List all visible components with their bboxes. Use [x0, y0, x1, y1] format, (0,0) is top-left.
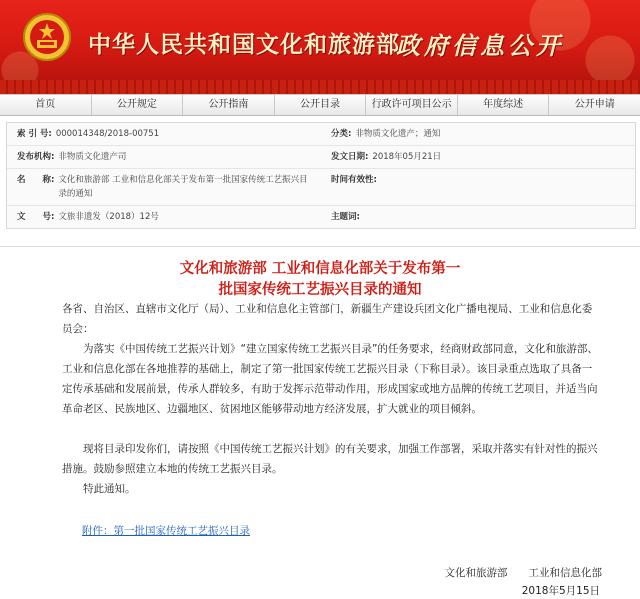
meta-docno: [7, 206, 321, 228]
meta-issuer-label: 发布机构:: [17, 152, 55, 162]
meta-name: [7, 169, 321, 205]
nav-permit-projects[interactable]: 行政许可项目公示: [366, 95, 458, 115]
meta-category-label: 分类:: [331, 129, 352, 139]
national-emblem-icon: [22, 12, 72, 62]
meta-index-value: 000014348/2018-00751: [55, 129, 160, 139]
nav-home[interactable]: 首页: [0, 95, 92, 115]
meta-row: [7, 169, 635, 206]
meta-index-label: 索 引 号:: [17, 129, 52, 139]
meta-date-label: 发文日期:: [331, 152, 369, 162]
meta-name-value: 文化和旅游部 工业和信息化部关于发布第一批国家传统工艺振兴目录的通知: [58, 175, 308, 199]
meta-docno-label: 文 号:: [17, 212, 55, 222]
site-subtitle: 政府信息公开: [396, 31, 564, 60]
meta-date-value: 2018年05月21日: [372, 152, 442, 162]
title-line-2: 批国家传统工艺振兴目录的通知: [218, 282, 422, 298]
meta-subject-label: 主题词:: [331, 212, 360, 222]
attachment-link[interactable]: 附件：第一批国家传统工艺振兴目录: [82, 525, 250, 537]
meta-issuer-value: 非物质文化遗产司: [58, 152, 127, 162]
meta-row: [7, 146, 635, 169]
paragraph-2: 现将目录印发你们，请按照《中国传统工艺振兴计划》的有关要求，加强工作部署，采取并落实有针对性的振兴措施。鼓励参照建立本地的传统工艺振兴目录。: [62, 443, 598, 475]
document-title: [0, 259, 640, 301]
site-name: 中华人民共和国文化和旅游部: [88, 31, 400, 58]
paragraph-1: 为落实《中国传统工艺振兴计划》“建立国家传统工艺振兴目录”的任务要求，经商财政部同意，文化和旅游部、工业和信息化部在各地推荐的基础上，制定了第一批国家传统工艺振兴目录（下称目录）。该目录重点选取了具备一定传承基础和发展前景，传承人群较多，有助于发挥示范带动作用，形成国家或地方品牌的传统工艺项目，并适当向革命老区、民族地区、边疆地区、贫困地区能够带动地方经济发展，扩大就业的项目倾斜。: [62, 343, 598, 415]
paragraph-3: 特此通知。: [83, 483, 136, 495]
meta-category: [321, 123, 635, 145]
main-nav: [0, 94, 640, 116]
signers: 文化和旅游部 工业和信息化部: [444, 567, 602, 579]
meta-validity: [321, 169, 635, 205]
meta-category-value: 非物质文化遗产；通知: [355, 129, 441, 139]
meta-row: [7, 123, 635, 146]
nav-rules[interactable]: 公开规定: [92, 95, 184, 115]
title-line-1: 文化和旅游部 工业和信息化部关于发布第一: [179, 261, 461, 277]
meta-name-label: 名 称:: [17, 175, 55, 185]
nav-annual-review[interactable]: 年度综述: [458, 95, 550, 115]
meta-subject: [321, 206, 635, 228]
meta-issuer: [7, 146, 321, 168]
sign-date: 2018年5月15日: [521, 585, 600, 597]
meta-index: [7, 123, 321, 145]
nav-catalog[interactable]: 公开目录: [275, 95, 367, 115]
meta-docno-value: 文旅非遗发（2018）12号: [58, 212, 159, 222]
banner-base-border: [0, 80, 640, 94]
header-banner: [0, 0, 640, 80]
document-meta-table: [6, 122, 636, 229]
addressee: 各省、自治区、直辖市文化厅（局）、工业和信息化主管部门，新疆生产建设兵团文化广播电视局、工业和信息化委员会：: [62, 303, 593, 335]
document-body: [0, 246, 640, 599]
meta-validity-label: 时间有效性:: [331, 175, 377, 185]
meta-date: [321, 146, 635, 168]
meta-row: [7, 206, 635, 228]
nav-apply[interactable]: 公开申请: [574, 99, 615, 110]
nav-guide[interactable]: 公开指南: [183, 95, 275, 115]
